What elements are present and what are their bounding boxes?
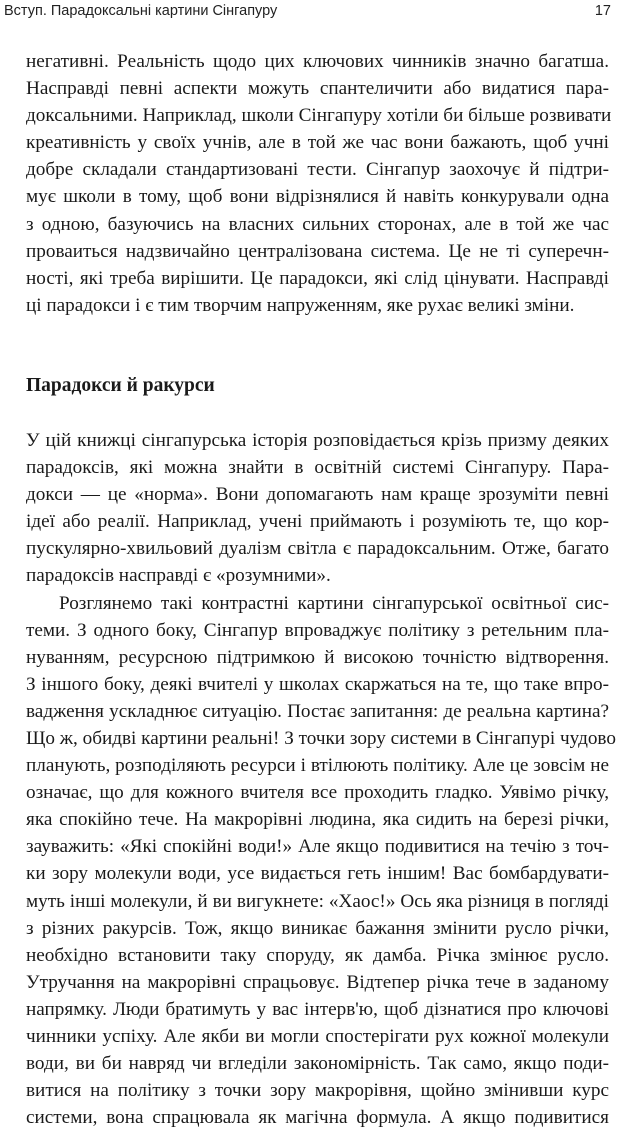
- section-heading: Парадокси й ракурси: [26, 372, 609, 399]
- running-header-title: Вступ. Парадоксальні картини Сінгапуру: [4, 3, 277, 19]
- text-line: зауважить: «Які спокійні води!» Але якщо подивитися на течію з точ-: [26, 833, 609, 860]
- text-line: з одною, базуючись на власних сильних сторонах, але в той же час: [26, 211, 609, 238]
- text-line: напрямку. Люди братимуть у вас інтерв'ю, щоб дізнатися про ключові: [26, 996, 609, 1023]
- text-line: чинники успіху. Але якби ви могли спостерігати рух кожної молекули: [26, 1023, 609, 1050]
- text-line: Насправді певні аспекти можуть спантеличити або видатися пара-: [26, 75, 609, 102]
- text-line: проваиться надзвичайно централізована система. Це не ті суперечн-: [26, 238, 609, 265]
- text-line: нуванням, ресурсною підтримкою й високою точністю відтворення.: [26, 644, 609, 671]
- text-line: означає, що для кожного вчителя все проходить гладко. Уявімо річку,: [26, 779, 609, 806]
- text-line: муть інші молекули, й ви вигукнете: «Хаос!» Ось яка різниця в погляді: [26, 888, 609, 915]
- paragraph: [26, 590, 609, 1131]
- text-line: негативні. Реальність щодо цих ключових чинників значно багатша.: [26, 48, 609, 75]
- text-line: ності, які треба вирішити. Це парадокси, які слід цінувати. Насправді: [26, 265, 609, 292]
- text-line: докси — це «норма». Вони допомагають нам краще зрозуміти певні: [26, 481, 609, 508]
- text-line: яка спокійно тече. На макрорівні людина, яка сидить на березі річки,: [26, 806, 609, 833]
- text-line: парадоксів насправді є «розумними».: [26, 562, 609, 589]
- text-line: теми. З одного боку, Сінгапур впроваджує політику з ретельним пла-: [26, 617, 609, 644]
- text-line: Утручання на макрорівні спрацьовує. Відтепер річка тече в заданому: [26, 969, 609, 996]
- text-line: парадоксів, які можна знайти в освітній системі Сінгапуру. Пара-: [26, 454, 609, 481]
- paragraph: [26, 48, 609, 319]
- page-number: 17: [595, 3, 611, 19]
- text-line: добре складали стандартизовані тести. Сінгапур заохочує й підтри-: [26, 156, 609, 183]
- text-line: Розглянемо такі контрастні картини сінгапурської освітньої сис-: [26, 590, 609, 617]
- text-line: системи, вона спрацювала як магічна формула. А якщо подивитися: [26, 1104, 609, 1131]
- text-line: вадження ускладнює ситуацію. Постає запитання: де реальна картина?: [26, 698, 609, 725]
- running-header: [0, 0, 633, 24]
- text-line: води, ви би навряд чи вгледіли закономірність. Так само, якщо поди-: [26, 1050, 609, 1077]
- paragraph: [26, 427, 609, 590]
- text-line: ки зору молекули води, усе видається геть іншим! Вас бомбардувати-: [26, 860, 609, 887]
- text-line: ідеї або реалії. Наприклад, учені приймають і розуміють те, що кор-: [26, 508, 609, 535]
- text-line: У цій книжці сінгапурська історія розповідається крізь призму деяких: [26, 427, 609, 454]
- text-line: З іншого боку, деякі вчителі у школах скаржаться на те, що таке впро-: [26, 671, 609, 698]
- text-line: доксальними. Наприклад, школи Сінгапуру хотіли би більше розвивати: [26, 102, 609, 129]
- text-line: з різних ракурсів. Тож, якщо виникає бажання змінити русло річки,: [26, 915, 609, 942]
- text-line: креативність у своїх учнів, але в той же час вони бажають, щоб учні: [26, 129, 609, 156]
- page-body: [26, 48, 609, 1131]
- text-line: Що ж, обидві картини реальні! З точки зору системи в Сінгапурі чудово: [26, 725, 609, 752]
- text-line: необхідно встановити таку споруду, як дамба. Річка змінює русло.: [26, 942, 609, 969]
- text-line: пускулярно-хвильовий дуалізм світла є парадоксальним. Отже, багато: [26, 535, 609, 562]
- text-line: витися на політику з точки зору макрорівня, щойно змінивши курс: [26, 1077, 609, 1104]
- text-line: ці парадокси і є тим творчим напруженням, яке рухає великі зміни.: [26, 292, 609, 319]
- text-line: планують, розподіляють ресурси і втілюють політику. Але це зовсім не: [26, 752, 609, 779]
- text-line: мує школи в тому, щоб вони відрізнялися й навіть конкурували одна: [26, 183, 609, 210]
